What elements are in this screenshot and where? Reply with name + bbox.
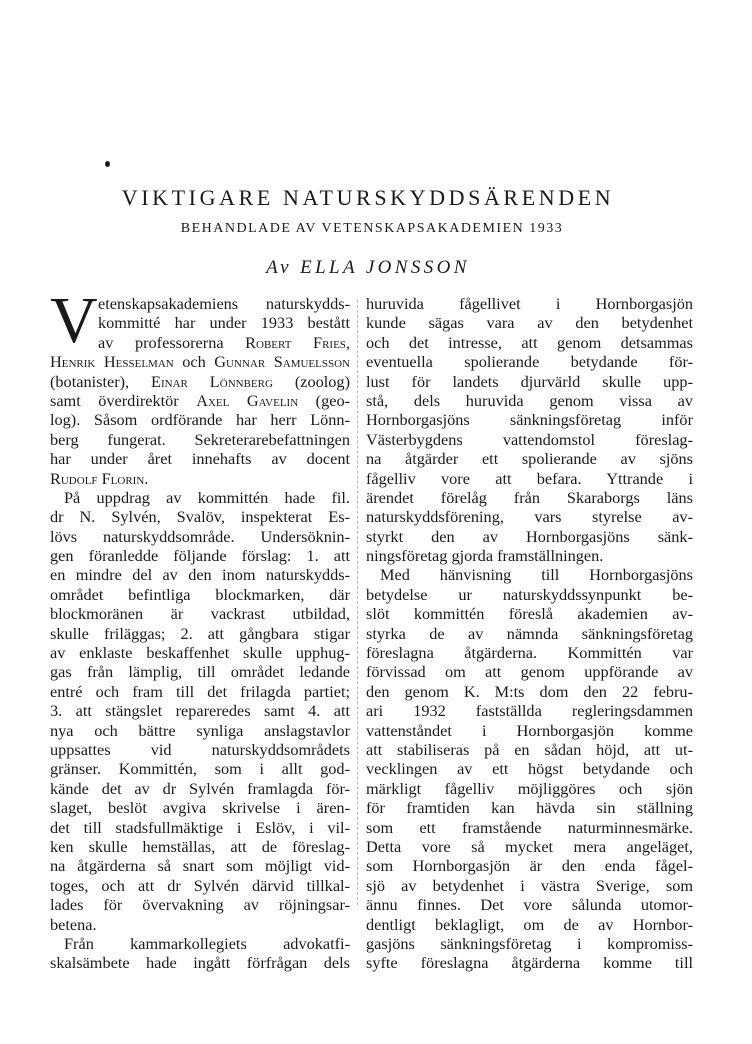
text-line: gasjöns sänkningsföretag i kompromiss- (366, 933, 693, 953)
text-line: betydelse ur naturskyddssynpunkt be- (366, 584, 693, 604)
text-line: slaget, beslöt avgiva skrivelse i ären- (50, 798, 350, 818)
text-line: ken skulle hemställas, att de föreslag- (50, 836, 350, 856)
text-line: nya och bättre synliga anslagstavlor (50, 720, 350, 740)
text-line: Rudolf Florin. (50, 468, 149, 488)
text-line: att stabiliseras på en sådan höjd, att ut- (366, 739, 693, 759)
text-line: kunde sägas vara av den betydenhet (366, 313, 693, 333)
text-line: kommitté har under 1933 bestått (98, 313, 350, 333)
text-line: skulle friläggas; 2. att gångbara stigar (50, 623, 350, 643)
left-column (50, 294, 350, 973)
text-line: föreslagna åtgärderna. Kommittén var (366, 643, 693, 663)
text-line: eventuella spolierande betydande för- (366, 352, 693, 372)
text-line: gen föranledde följande förslag: 1. att (50, 546, 350, 566)
article-byline: Av ELLA JONSSON (266, 257, 470, 278)
text-line: dentligt beklagligt, om de av Hornbor- (366, 914, 693, 934)
text-line: Henrik Hesselman och Gunnar Samuelsson (50, 352, 350, 372)
text-line: dr N. Sylvén, Svalöv, inspekterat Es- (50, 507, 350, 527)
text-line: gränser. Kommittén, som i allt god- (50, 759, 350, 779)
ink-dot (105, 161, 110, 167)
text-line: styrkt den av Hornborgasjöns sänk- (366, 526, 693, 546)
text-line: skalsämbete hade ingått förfrågan dels (50, 953, 350, 973)
column-divider (357, 300, 358, 905)
text-line: en mindre del av den inom naturskydds- (50, 565, 350, 585)
drop-cap: V (50, 284, 98, 357)
text-line: av enklaste beskaffenhet skulle upphug- (50, 643, 350, 663)
text-line: kände det av dr Sylvén framlagda för- (50, 778, 350, 798)
text-line: som ett framstående naturminnesmärke. (366, 817, 693, 837)
text-line: och det intresse, att genom detsammas (366, 332, 693, 352)
text-line: Med hänvisning till Hornborgasjöns (380, 565, 693, 585)
text-line: vattenståndet i Hornborgasjön komme (366, 720, 693, 740)
text-line: för framtiden kan hävda sin ställning (366, 798, 693, 818)
text-line: toges, och att dr Sylvén därvid tillkal- (50, 875, 350, 895)
text-line: stå, dels huruvida genom vissa av (366, 390, 693, 410)
text-line: Från kammarkollegiets advokatfi- (64, 933, 350, 953)
text-line: har under året innehafts av docent (50, 449, 350, 469)
text-line: Hornborgasjöns sänkningsföretag inför (366, 410, 693, 430)
text-line: naturskyddsförening, vars styrelse av- (366, 507, 693, 527)
text-line: log). Såsom ordförande har herr Lönn- (50, 410, 350, 430)
text-line: (botanister), Einar Lönnberg (zoolog) (50, 371, 350, 391)
text-line: sjö av betydenhet i västra Sverige, som (366, 875, 693, 895)
text-line: gas från lämplig, till området ledande (50, 662, 350, 682)
text-line: blockmoränen är vackrast utbildad, (50, 604, 350, 624)
text-line: fågelliv vore att befara. Yttrande i (366, 468, 693, 488)
text-line: ari 1932 fastställda regleringsdammen (366, 701, 693, 721)
right-column (366, 294, 693, 973)
text-line: samt överdirektör Axel Gavelin (geo- (50, 390, 351, 410)
text-line: styrka de av nämnda sänkningsföretag (366, 623, 693, 643)
text-line: lust för landets djurvärld skulle upp- (366, 371, 693, 391)
text-line: berg fungerat. Sekreterarebefattningen (50, 429, 350, 449)
text-line: området befintliga blockmarken, där (50, 584, 350, 604)
text-line: huruvida fågellivet i Hornborgasjön (366, 294, 693, 313)
text-line: av professorerna Robert Fries, (98, 332, 350, 352)
text-line: det till stadsfullmäktige i Eslöv, i vil- (50, 817, 350, 837)
text-line: ännu finnes. Det vore sålunda utomor- (366, 895, 693, 915)
text-line: lövs naturskyddsområde. Undersöknin- (50, 526, 350, 546)
text-line: lades för övervakning av röjningsar- (50, 895, 350, 915)
text-line: Detta vore så mycket mera angeläget, (366, 836, 693, 856)
article-title: VIKTIGARE NATURSKYDDSÄRENDEN (121, 185, 615, 210)
text-line: förvissad om att genom uppförande av (366, 662, 693, 682)
text-line: na åtgärderna så snart som möjligt vid- (50, 856, 350, 876)
text-line: etenskapsakademiens naturskydds- (98, 294, 350, 313)
text-line: betena. (50, 914, 97, 934)
article-subtitle: BEHANDLADE AV VETENSKAPSAKADEMIEN 1933 (180, 221, 564, 236)
text-line: Västerbygdens vattendomstol föreslag- (366, 429, 693, 449)
text-line: På uppdrag av kommittén hade fil. (64, 487, 350, 507)
text-line: na åtgärder ett spolierande av sjöns (366, 449, 693, 469)
text-line: uppsattes vid naturskyddsområdets (50, 739, 350, 759)
text-line: som Hornborgasjön är den enda fågel- (366, 856, 693, 876)
text-line: ärendet förelåg från Skaraborgs läns (366, 487, 693, 507)
text-line: den genom K. M:ts dom den 22 febru- (366, 681, 693, 701)
text-line: märkligt fågelliv möjliggöres och sjön (366, 778, 693, 798)
text-line: vecklingen av ett högst betydande och (366, 759, 693, 779)
text-line: slöt kommittén föreslå akademien av- (366, 604, 693, 624)
text-line: ningsföretag gjorda framställningen. (366, 546, 604, 566)
text-line: syfte föreslagna åtgärderna komme till (366, 953, 693, 973)
text-line: 3. att stängslet repareredes samt 4. att (50, 701, 350, 721)
text-line: entré och fram till det frilagda partiet; (50, 681, 350, 701)
